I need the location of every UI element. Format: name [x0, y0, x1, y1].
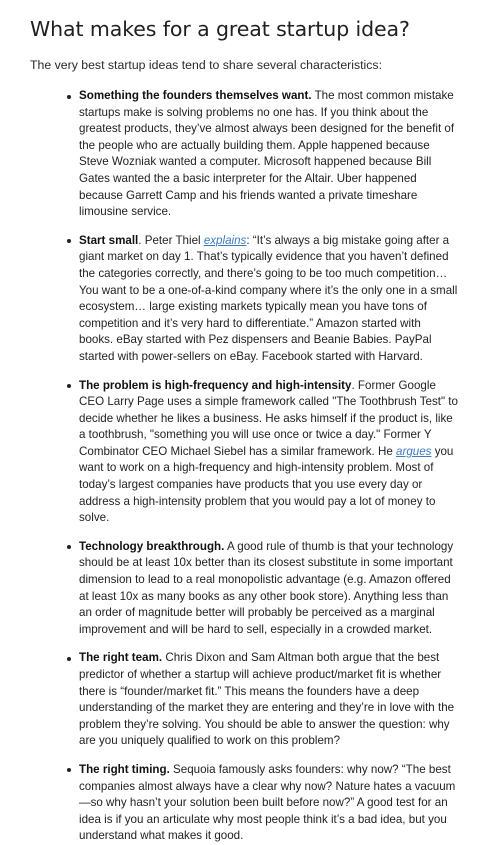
- list-item-high-frequency: [79, 378, 458, 527]
- argues-link[interactable]: argues: [396, 444, 432, 458]
- point-text: . Former Google CEO Larry Page uses a simple framework called "The Toothbrush Test" to decide whether he likes a business. He asks himself if the product is, like a toothbrush, "something you will use once or twice a day." Former Y Combinator CEO Michael Siebel has a similar framework. He: [79, 378, 458, 458]
- point-lead: Technology breakthrough.: [79, 539, 225, 553]
- characteristics-list: [22, 88, 458, 845]
- article-intro: The very best startup ideas tend to share several characteristics:: [30, 58, 382, 72]
- list-item-right-team: [79, 650, 458, 750]
- point-lead: The right team.: [79, 651, 163, 665]
- list-item-founders-want: [79, 88, 458, 221]
- point-text: : “It’s always a big mistake going after a giant market on day 1. That’s typically evidence that you haven’t defined the categories correctly, and there’s going to be too much competition… You want to be a one-of-a-kind company where it’s the only one in a small ecosystem… large existing markets typically mean you have tons of competition and it’s very hard to differentiate.” Amazon started with books. eBay started with Pez dispensers and Beanie Babies. PayPal started with power-sellers on eBay. Facebook started with Harvard.: [79, 233, 458, 363]
- list-item-right-timing: [79, 762, 458, 845]
- list-item-start-small: [79, 233, 458, 366]
- point-lead: Start small: [79, 233, 139, 247]
- point-text: The most common mistake startups make is solving problems no one has. If you think about the greatest products, they’ve almost always been designed for the benefit of the people who are actually building them. Apple happened because Steve Wozniak wanted a computer. Microsoft happened because Bill Gates wanted the a basic interpreter for the Altair. Uber happened because Garrett Camp and his friends wanted a private timeshare limousine service.: [79, 89, 455, 219]
- point-text: A good rule of thumb is that your technology should be at least 10x better than its closest substitute in some important dimension to lead to a real monopolistic advantage (e.g. Amazon offered at least 10x as many books as any other book store). Anything less than an order of magnitude better will probably be perceived as a marginal improvement and will be hard to sell, especially in a crowded market.: [79, 539, 454, 636]
- point-lead: Something the founders themselves want.: [79, 89, 312, 102]
- list-item-technology-breakthrough: [79, 539, 458, 639]
- point-lead: The right timing.: [79, 762, 170, 776]
- explains-link[interactable]: explains: [203, 233, 247, 247]
- point-text: . Peter Thiel: [138, 233, 204, 247]
- point-text: you want to work on a high-frequency and high-intensity problem. Most of today’s largest companies have products that you use every day or address a high-intensity problem that you would pay a lot of money to solve.: [79, 444, 454, 525]
- point-text: Chris Dixon and Sam Altman both argue that the best predictor of whether a startup will achieve product/market fit is whether there is “founder/market fit.” This means the founders have a deep understanding of the market they are entering and they’re in love with the problem they’re solving. You should be able to answer the question: why are you uniquely qualified to work on this problem?: [79, 651, 455, 748]
- article-title: What makes for a great startup idea?: [30, 17, 410, 41]
- point-lead: The problem is high-frequency and high-intensity: [79, 378, 352, 392]
- point-text: Sequoia famously asks founders: why now? “The best companies almost always have a clear why now? Nature hates a vacuum—so why hasn’t your solution been built before now?” A good test for an idea is if you an articulate why most people think it’s a bad idea, but you understand what makes it good.: [79, 762, 456, 843]
